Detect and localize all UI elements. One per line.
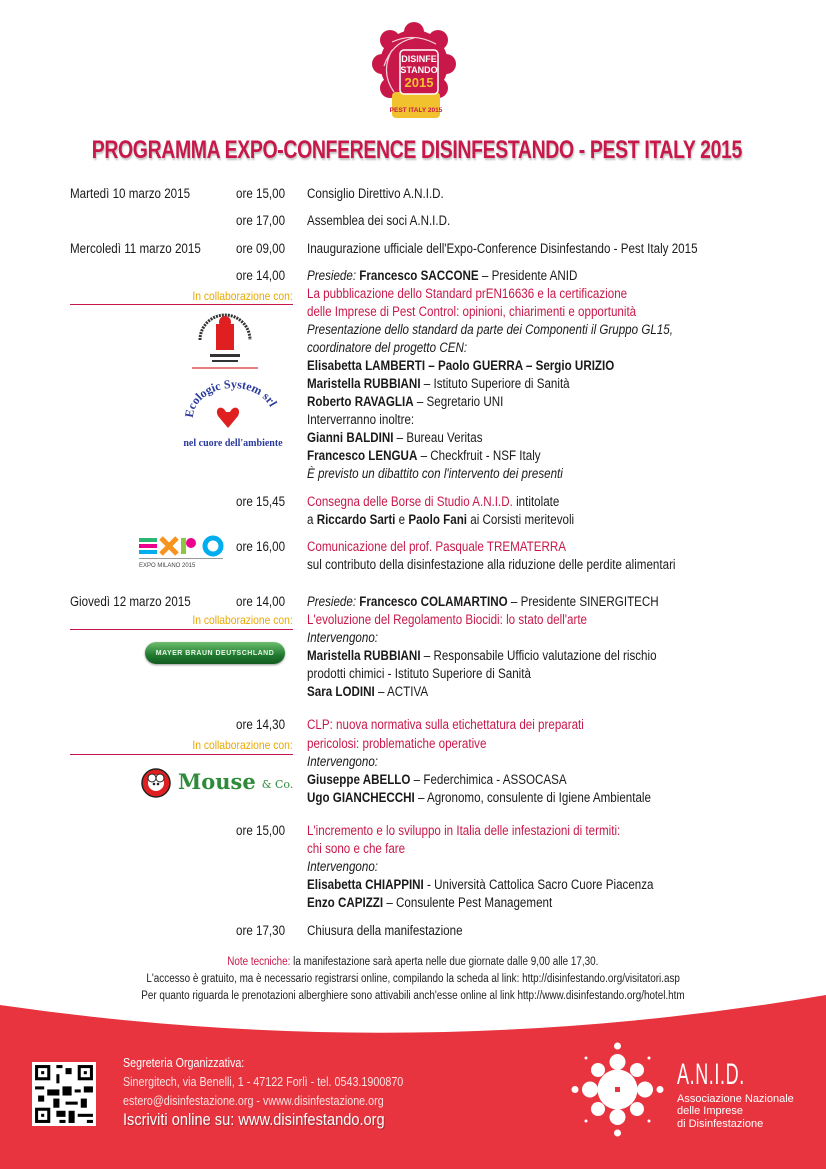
mouse-icon xyxy=(138,763,174,799)
time-text: ore 15,00 xyxy=(236,823,286,838)
day3-date-text: Giovedì 12 marzo 2015 xyxy=(70,594,191,609)
session-title xyxy=(307,840,421,858)
expo-caption: EXPO MILANO 2015 xyxy=(139,563,196,569)
session-subtitle-text: sul contributo della disinfestazione alla riduzione delle perdite alimentari xyxy=(307,557,676,572)
speaker-name: Enzo CAPIZZI xyxy=(307,895,384,910)
note-label: Note tecniche: xyxy=(227,956,291,968)
time-text: ore 15,00 xyxy=(236,186,286,201)
speaker-name: Maristella RUBBIANI xyxy=(307,376,421,391)
debate-note-text: È previsto un dibattito con l'intervento dei presenti xyxy=(307,466,563,481)
day1-date xyxy=(70,185,210,203)
speaker-role: – Bureau Veritas xyxy=(396,430,483,445)
session-title-text: Consegna delle Borse di Studio A.N.I.D. xyxy=(307,494,513,509)
speaker-role: – Segretario UNI xyxy=(416,394,504,409)
time xyxy=(236,185,293,203)
session-title xyxy=(307,285,679,303)
time-text: ore 14,00 xyxy=(236,268,286,283)
logo-banner: PEST ITALY 2015 xyxy=(389,107,443,114)
text: e xyxy=(395,512,409,527)
time-text: ore 15,45 xyxy=(236,494,286,509)
time xyxy=(236,822,293,840)
speakers-label xyxy=(307,629,390,647)
chair-line xyxy=(307,593,716,611)
speaker-role: – ACTIVA xyxy=(377,684,429,699)
session-title-text: Comunicazione del prof. Pasquale TREMATERRA xyxy=(307,539,566,554)
chair-label: Presiede: xyxy=(307,268,357,283)
logo-line1: DISINFE xyxy=(401,54,437,64)
divider xyxy=(70,629,293,630)
day2-date-text: Mercoledì 11 marzo 2015 xyxy=(70,241,201,256)
time xyxy=(236,922,293,940)
chair-name: Francesco COLAMARTINO xyxy=(359,594,508,609)
session-intro xyxy=(307,321,733,339)
signup-link-text[interactable]: Iscriviti online su: www.disinfestando.org xyxy=(123,1110,385,1129)
speaker xyxy=(307,393,535,411)
collab-label xyxy=(176,738,293,752)
time-text: ore 16,00 xyxy=(236,539,286,554)
anid-subtitle-text: di Disinfestazione xyxy=(677,1118,764,1130)
time-text: ore 14,30 xyxy=(236,717,286,732)
speaker-name: Maristella RUBBIANI xyxy=(307,648,421,663)
speaker-role: – Checkfruit - NSF Italy xyxy=(420,448,541,463)
agenda-item xyxy=(307,922,488,940)
speaker-role: – Consulente Pest Management xyxy=(383,895,553,910)
anid-logo xyxy=(570,1042,665,1137)
secretariat-contacts[interactable] xyxy=(123,1094,426,1108)
secretariat-label xyxy=(123,1056,264,1070)
session-subtitle xyxy=(307,556,736,574)
text: a xyxy=(307,512,317,527)
collab-label-text: In collaborazione con: xyxy=(192,289,293,303)
signup-link[interactable] xyxy=(123,1110,427,1130)
collab-label-text: In collaborazione con: xyxy=(192,738,293,752)
logo-line2: STANDO xyxy=(400,65,438,75)
secretariat-label-text: Segreteria Organizzativa: xyxy=(123,1056,245,1070)
mayer-braun-logo xyxy=(145,642,285,664)
agenda-text: Consiglio Direttivo A.N.I.D. xyxy=(307,186,444,201)
text: ai Corsisti meritevoli xyxy=(467,512,575,527)
speaker-name: Sara LODINI xyxy=(307,684,375,699)
speaker-name: Ugo GIANCHECCHI xyxy=(307,790,415,805)
time-text: ore 17,00 xyxy=(236,213,286,228)
time-text: ore 14,00 xyxy=(236,594,286,609)
debate-note xyxy=(307,465,605,483)
agenda-item xyxy=(307,212,474,230)
also-label xyxy=(307,411,432,429)
agenda-text: Assemblea dei soci A.N.I.D. xyxy=(307,213,451,228)
chair-role: – Presidente ANID xyxy=(481,268,578,283)
session-title xyxy=(307,538,608,556)
speaker-role-cont xyxy=(307,665,567,683)
svg-text:nel cuore dell'ambiente: nel cuore dell'ambiente xyxy=(183,438,283,449)
speaker xyxy=(307,647,713,665)
secretariat-address xyxy=(123,1075,449,1089)
page-title-text: PROGRAMMA EXPO-CONFERENCE DISINFESTANDO - PEST ITALY 2015 xyxy=(91,136,742,164)
page-title xyxy=(0,136,826,165)
ecologic-system-logo xyxy=(178,378,288,450)
speaker xyxy=(307,771,609,789)
recipient-name: Riccardo Sarti xyxy=(316,512,396,527)
collab-label xyxy=(176,613,293,627)
session-title xyxy=(307,735,516,753)
day2-date xyxy=(70,240,222,258)
mouse-co-logo xyxy=(138,762,298,800)
speaker xyxy=(307,789,707,807)
speaker-name: Elisabetta CHIAPPINI xyxy=(307,877,424,892)
svg-text:Ecologic System srl: Ecologic System srl xyxy=(181,378,281,419)
time-text: ore 17,30 xyxy=(236,923,286,938)
speaker-name: Francesco LENGUA xyxy=(307,448,418,463)
mouse-text: Mouse xyxy=(178,768,256,794)
cf-servizi-logo xyxy=(190,310,260,370)
session-title-text: L'incremento e lo sviluppo in Italia delle infestazioni di termiti: xyxy=(307,823,621,838)
agenda-text: Inaugurazione ufficiale dell'Expo-Conference Disinfestando - Pest Italy 2015 xyxy=(307,241,698,256)
qr-code[interactable] xyxy=(32,1062,96,1126)
anid-title xyxy=(677,1058,790,1092)
divider xyxy=(70,304,293,305)
speaker xyxy=(307,375,612,393)
speaker-role: – Agronomo, consulente di Igiene Ambientale xyxy=(414,790,651,805)
time xyxy=(236,267,293,285)
session-title-suffix: intitolate xyxy=(512,494,560,509)
session-intro-text: Presentazione dello standard da parte dei Componenti il Gruppo GL15, xyxy=(307,322,673,337)
divider xyxy=(70,754,293,755)
speaker xyxy=(307,683,448,701)
speaker-role: – Federchimica - ASSOCASA xyxy=(413,772,567,787)
time xyxy=(236,240,293,258)
secretariat-address-text: Sinergitech, via Benelli, 1 - 47122 Forlì - tel. 0543.1900870 xyxy=(123,1075,404,1089)
speaker xyxy=(307,894,592,912)
chair-line xyxy=(307,267,621,285)
session-intro-text: coordinatore del progetto CEN: xyxy=(307,340,468,355)
speaker-name: Gianni BALDINI xyxy=(307,430,394,445)
speakers-label xyxy=(307,858,390,876)
speakers-label-text: Intervengono: xyxy=(307,630,379,645)
session-intro xyxy=(307,339,493,357)
day3-date xyxy=(70,593,210,611)
speakers xyxy=(307,357,664,375)
anid-subtitle xyxy=(677,1093,794,1105)
note-text: la manifestazione sarà aperta nelle due giornate dalle 9,00 alle 17,30. xyxy=(290,956,599,968)
speaker-role: – Responsabile Ufficio valutazione del rischio xyxy=(423,648,657,663)
note-line-2 xyxy=(0,973,826,985)
time xyxy=(236,716,293,734)
anid-subtitle xyxy=(677,1105,743,1117)
secretariat-contacts-text[interactable]: estero@disinfestazione.org - vwww.disinfestazione.org xyxy=(123,1094,384,1108)
session-title-text: chi sono e che fare xyxy=(307,841,406,856)
session-title xyxy=(307,611,633,629)
speaker-role: prodotti chimici - Istituto Superiore di Sanità xyxy=(307,666,531,681)
note-text: Per quanto riguarda le prenotazioni alberghiere sono attivabili anch'esse online al link http://www.disinfestando.org/hotel.htm xyxy=(141,990,685,1002)
time-text: ore 09,00 xyxy=(236,241,286,256)
session-title-text: pericolosi: problematiche operative xyxy=(307,736,487,751)
speaker xyxy=(307,876,710,894)
anid-subtitle xyxy=(677,1118,763,1130)
speaker-role: - Università Cattolica Sacro Cuore Piacenza xyxy=(423,877,654,892)
anid-subtitle-text: Associazione Nazionale xyxy=(677,1093,794,1105)
speaker-role: – Istituto Superiore di Sanità xyxy=(423,376,570,391)
session-title-text: La pubblicazione dello Standard prEN16636 e la certificazione xyxy=(307,286,628,301)
mayer-braun-text: MAYER BRAUN DEUTSCHLAND xyxy=(155,649,275,657)
session-title xyxy=(307,493,600,511)
speakers-text: Elisabetta LAMBERTI – Paolo GUERRA – Sergio URIZIO xyxy=(307,358,615,373)
speaker xyxy=(307,447,579,465)
speaker xyxy=(307,429,511,447)
time xyxy=(236,593,293,611)
agenda-item xyxy=(307,240,761,258)
collab-label-text: In collaborazione con: xyxy=(192,613,293,627)
also-label-text: Interverranno inoltre: xyxy=(307,412,415,427)
chair-name: Francesco SACCONE xyxy=(359,268,479,283)
time xyxy=(236,493,293,511)
expo-milano-logo xyxy=(137,535,227,571)
anid-title-text: A.N.I.D. xyxy=(677,1058,745,1091)
anid-subtitle-text: delle Imprese xyxy=(677,1105,744,1117)
session-title xyxy=(307,303,690,321)
time xyxy=(236,538,293,556)
session-title-text: L'evoluzione del Regolamento Biocidi: lo stato dell'arte xyxy=(307,612,588,627)
chair-role: – Presidente SINERGITECH xyxy=(510,594,659,609)
time xyxy=(236,212,293,230)
recipient-name: Paolo Fani xyxy=(408,512,468,527)
speakers-label xyxy=(307,753,390,771)
agenda-text: Chiusura della manifestazione xyxy=(307,923,463,938)
agenda-item xyxy=(307,185,466,203)
session-title xyxy=(307,716,629,734)
chair-label: Presiede: xyxy=(307,594,357,609)
collab-label xyxy=(176,289,293,303)
disinfestando-logo xyxy=(362,22,466,126)
note-text: L'accesso è gratuito, ma è necessario registrarsi online, compilando la scheda al link: http://disinfestando.org/visitatori.asp xyxy=(146,973,680,985)
day1-date-text: Martedì 10 marzo 2015 xyxy=(70,186,191,201)
speaker-name: Giuseppe ABELLO xyxy=(307,772,411,787)
award-recipients xyxy=(307,511,618,529)
session-title-text: CLP: nuova normativa sulla etichettatura dei preparati xyxy=(307,717,584,732)
logo-year: 2015 xyxy=(404,75,434,90)
note-line-1 xyxy=(0,956,826,968)
speaker-name: Roberto RAVAGLIA xyxy=(307,394,414,409)
session-title xyxy=(307,822,671,840)
mouse-suffix: & Co. xyxy=(261,777,294,791)
speakers-label-text: Intervengono: xyxy=(307,754,379,769)
session-title-text: delle Imprese di Pest Control: opinioni, chiarimenti e opportunità xyxy=(307,304,637,319)
speakers-label-text: Intervengono: xyxy=(307,859,379,874)
